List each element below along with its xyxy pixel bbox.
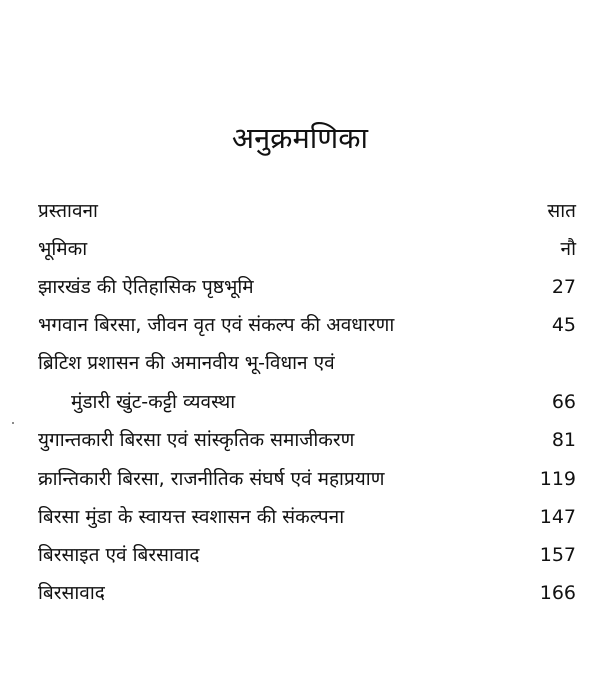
toc-entry-title: बिरसावाद [38, 582, 105, 604]
toc-entry-title: बिरसा मुंडा के स्वायत्त स्वशासन की संकल्पना [38, 506, 345, 528]
toc-entry [38, 268, 576, 306]
toc-entry-page: 45 [551, 314, 576, 336]
toc-entry-page: 66 [551, 391, 576, 413]
toc-entry [38, 306, 576, 344]
toc-entry [38, 536, 576, 574]
toc-entry-page: 119 [539, 468, 576, 490]
toc-entry-title: क्रान्तिकारी बिरसा, राजनीतिक संघर्ष एवं महाप्रयाण [38, 468, 385, 490]
page-title: अनुक्रमणिका [231, 121, 369, 155]
toc-entry-page: 81 [551, 429, 576, 451]
toc-entry-page: सात [547, 200, 576, 222]
toc-entry [38, 498, 576, 536]
toc-entry [38, 344, 576, 382]
toc-entry [38, 192, 576, 230]
toc-entry-title: बिरसाइत एवं बिरसावाद [38, 544, 200, 566]
toc-entry [38, 460, 576, 498]
toc-entry-title: भगवान बिरसा, जीवन वृत एवं संकल्प की अवधारणा [38, 314, 395, 336]
toc-entry-title: ब्रिटिश प्रशासन की अमानवीय भू-विधान एवं [38, 352, 335, 374]
toc-entry [38, 574, 576, 612]
toc-entry [38, 383, 576, 421]
toc-entry-page: 166 [539, 582, 576, 604]
toc-entry-page: 157 [539, 544, 576, 566]
toc-entry-title: प्रस्तावना [38, 200, 98, 222]
scan-speck [12, 422, 14, 424]
toc-entry-title: झारखंड की ऐतिहासिक पृष्ठभूमि [38, 276, 254, 298]
toc-entry-page: 27 [551, 276, 576, 298]
toc-entry-title: मुंडारी खुंट-कट्टी व्यवस्था [71, 391, 236, 413]
toc-entry [38, 230, 576, 268]
toc-entry-page: 147 [539, 506, 576, 528]
toc-entry [38, 421, 576, 459]
toc-entry-title: भूमिका [38, 238, 88, 260]
toc-entry-title: युगान्तकारी बिरसा एवं सांस्कृतिक समाजीकरण [38, 429, 355, 451]
toc-entry-page: नौ [560, 238, 576, 260]
